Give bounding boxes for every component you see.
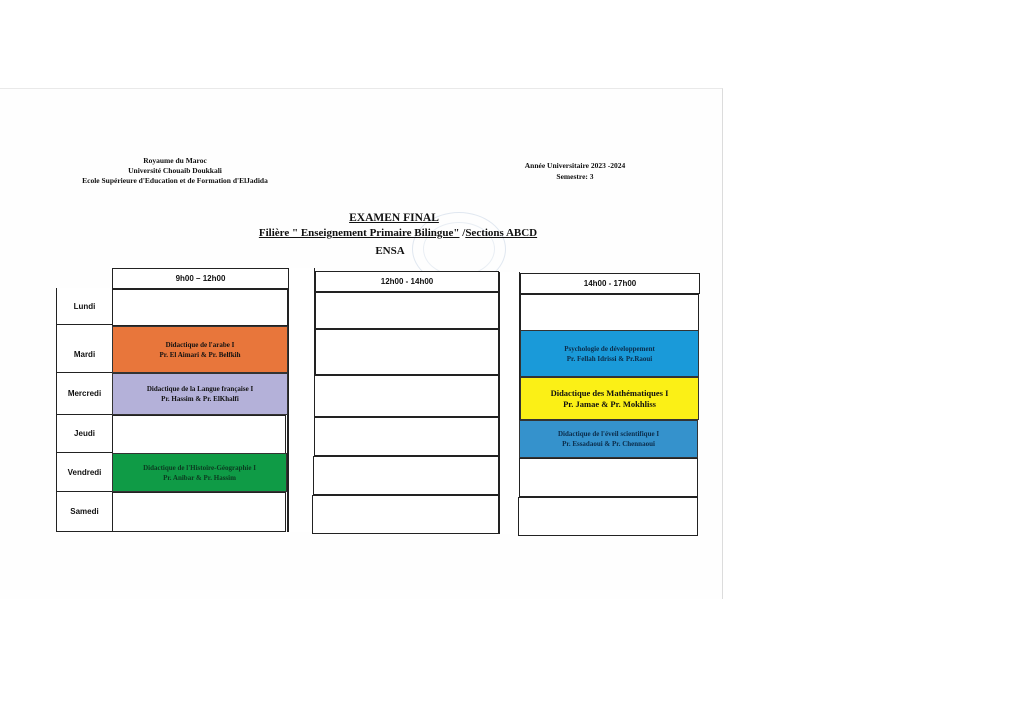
exam-subject: Didactique de la Langue française I bbox=[146, 385, 254, 393]
exam-teachers: Pr. El Aimari & Pr. Belfkih bbox=[159, 350, 241, 359]
exam-teachers: Pr. Essadaoui & Pr. Chennaoui bbox=[562, 440, 655, 448]
slot-label: 9h00 – 12h00 bbox=[175, 274, 226, 283]
exam-subject: Didactique de l'Histoire-Géographie I bbox=[143, 463, 256, 472]
cell-vendredi-noon bbox=[313, 456, 499, 495]
exam-block bbox=[112, 326, 288, 373]
cell-samedi-noon bbox=[312, 495, 499, 534]
exam-teachers: Pr. Hassim & Pr. ElKhalfi bbox=[161, 395, 239, 403]
day-label-samedi: Samedi bbox=[56, 492, 112, 532]
day-label-mardi: Mardi bbox=[56, 325, 112, 373]
slot-header-noon bbox=[315, 271, 499, 292]
slot-header-afternoon bbox=[520, 273, 700, 294]
cell-jeudi-noon bbox=[314, 417, 499, 456]
exam-subject: Didactique de l'éveil scientifique I bbox=[557, 430, 660, 438]
cell-lundi-afternoon bbox=[520, 294, 699, 331]
exam-teachers: Pr. Jamae & Pr. Mokhliss bbox=[563, 398, 656, 409]
gap-column-2 bbox=[499, 272, 520, 534]
sections-label: Sections ABCD bbox=[465, 227, 538, 239]
kingdom-label: Royaume du Maroc bbox=[143, 156, 207, 165]
slot-label: 12h00 - 14h00 bbox=[380, 277, 434, 286]
day-label-vendredi: Vendredi bbox=[56, 453, 112, 492]
academic-year-header bbox=[505, 160, 645, 182]
program-name: Filière " Enseignement Primaire Bilingue" bbox=[258, 227, 460, 239]
school-acronym: ENSA bbox=[375, 245, 405, 257]
cell-lundi-noon bbox=[315, 292, 499, 329]
semester: Semestre: 3 bbox=[556, 172, 594, 181]
cell-jeudi-morning bbox=[112, 415, 286, 454]
slot-header-morning bbox=[112, 268, 289, 289]
exam-block bbox=[520, 377, 699, 420]
cell-mardi-noon bbox=[315, 329, 499, 375]
cell-lundi-morning bbox=[112, 289, 288, 326]
exam-block bbox=[112, 453, 287, 492]
exam-subject: Didactique des Mathématiques I bbox=[550, 387, 669, 398]
page-title: EXAMEN FINAL bbox=[349, 212, 439, 224]
cell-vendredi-afternoon bbox=[519, 458, 698, 497]
day-label-jeudi: Jeudi bbox=[56, 415, 112, 453]
gap-column-1 bbox=[288, 268, 315, 532]
exam-subject: Didactique de l'arabe I bbox=[165, 340, 235, 349]
cell-samedi-morning bbox=[112, 492, 286, 532]
institution-header bbox=[60, 156, 290, 186]
exam-block bbox=[519, 420, 698, 458]
cell-mercredi-noon bbox=[314, 375, 499, 417]
exam-teachers: Pr. Anibar & Pr. Hassim bbox=[163, 473, 236, 482]
separator: / bbox=[459, 227, 466, 239]
exam-block bbox=[520, 330, 699, 377]
slot-label: 14h00 - 17h00 bbox=[583, 279, 637, 288]
day-label-lundi: Lundi bbox=[56, 288, 112, 325]
university-label: Université Chouaib Doukkali bbox=[128, 166, 222, 175]
day-label-mercredi: Mercredi bbox=[56, 373, 112, 415]
cell-samedi-afternoon bbox=[518, 497, 698, 536]
exam-block bbox=[112, 373, 288, 415]
exam-teachers: Pr. Fellah Idrissi & Pr.Raoui bbox=[566, 354, 653, 363]
school-label: Ecole Supérieure d'Education et de Formation d'ElJadida bbox=[82, 176, 268, 185]
program-subtitle bbox=[226, 227, 570, 239]
exam-subject: Psychologie de développement bbox=[564, 344, 655, 353]
academic-year: Année Universitaire 2023 -2024 bbox=[524, 161, 626, 170]
